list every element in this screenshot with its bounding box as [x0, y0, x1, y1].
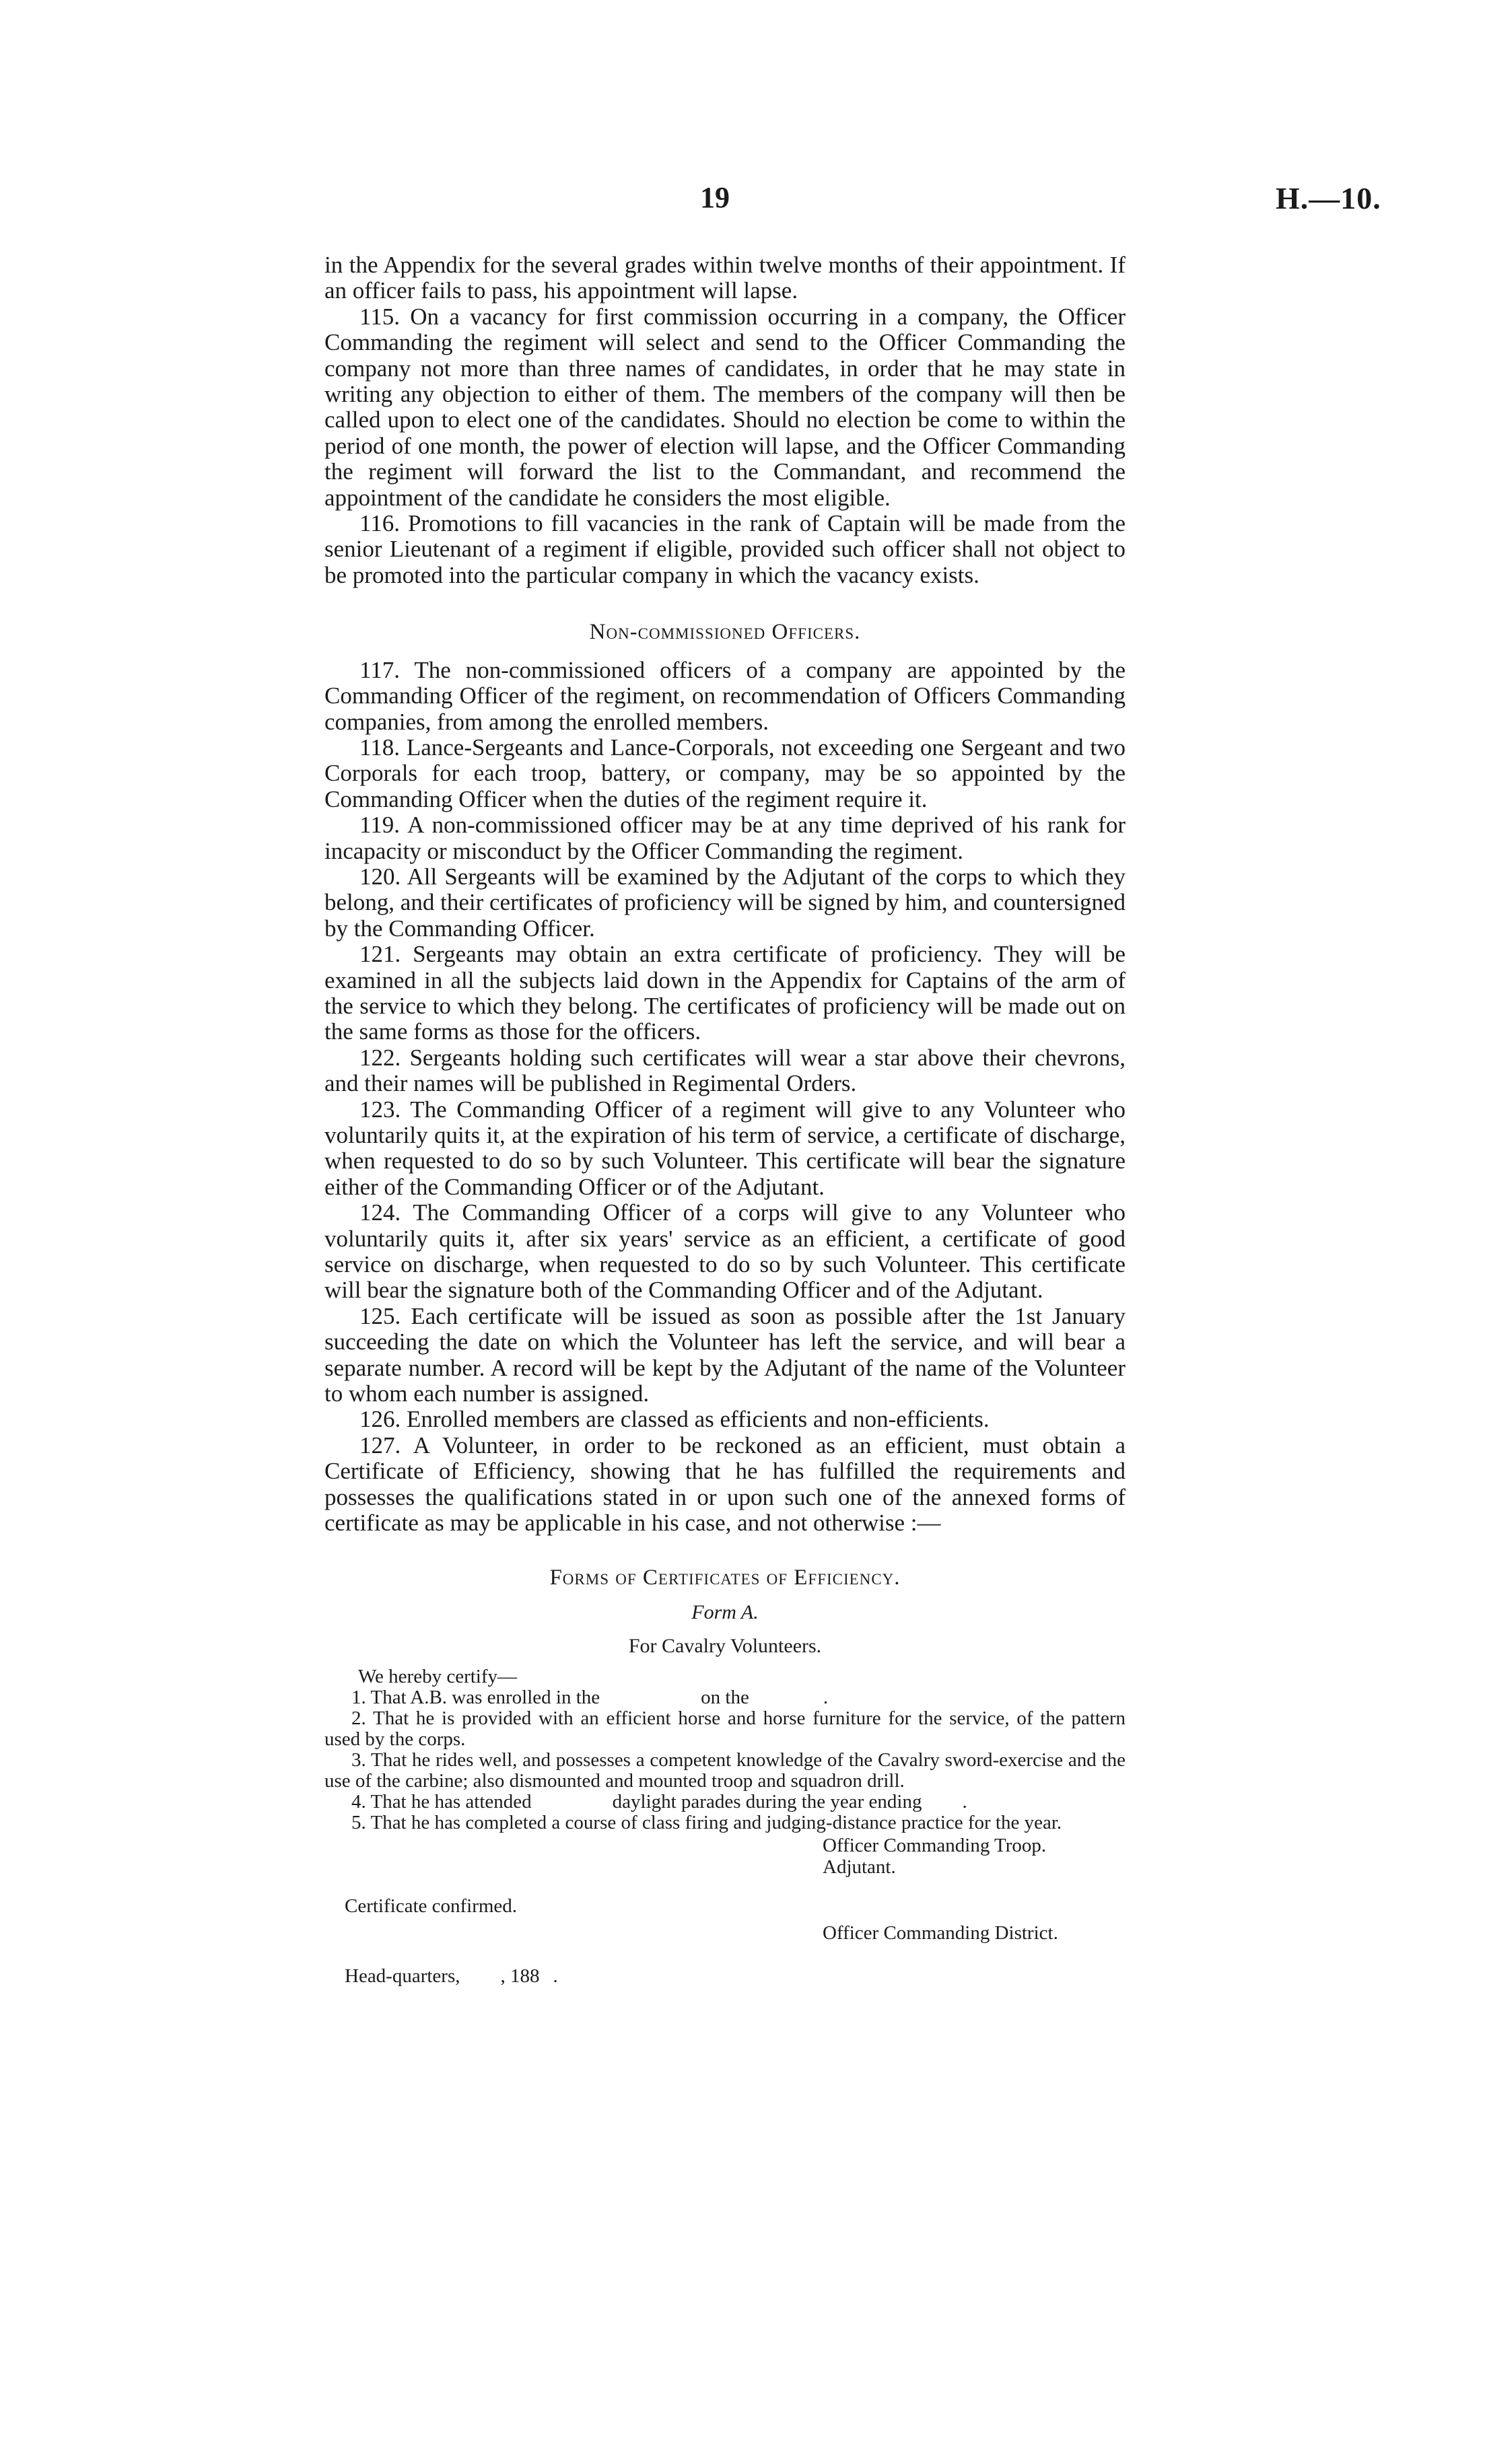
paragraph-123: 123. The Commanding Officer of a regiment will give to any Volunteer who voluntarily quits it, at the expiration of his term of service, a certificate of discharge, when requested to do so by such Volunteer. This certificate will bear the signature either of the Commanding Officer or of the Adjutant.	[324, 1096, 1126, 1200]
certificate-confirmed: Certificate confirmed.	[345, 1895, 518, 1917]
paragraph-116: 116. Promotions to fill vacancies in the rank of Captain will be made from the senior Lieutenant of a regiment if eligible, provided such officer shall not object to be promoted into the particular company in which the vacancy exists.	[324, 510, 1126, 588]
section-heading-forms: Forms of Certificates of Efficiency.	[549, 1565, 901, 1590]
form-title: Form A.	[691, 1600, 759, 1623]
form-item-4-end: .	[962, 1790, 967, 1812]
form-item-2: 2. That he is provided with an efficient horse and horse furniture for the service, of the pattern used by the corps.	[324, 1707, 1126, 1750]
headquarters-year: , 188	[500, 1965, 540, 1987]
form-item-1-end: .	[823, 1686, 829, 1708]
paragraph-119: 119. A non-commissioned officer may be at any time deprived of his rank for incapacity or misconduct by the Officer Commanding the regiment.	[324, 812, 1126, 864]
paragraph-124: 124. The Commanding Officer of a corps will give to any Volunteer who voluntarily quits it, after six years' service as an efficient, a certificate of good service on discharge, when requested to do so by such Volunteer. This certificate will bear the signature both of the Commanding Officer and of the Adjutant.	[324, 1199, 1126, 1304]
form-item-1-date-label: on the	[701, 1686, 749, 1708]
form-lead: We hereby certify—	[358, 1665, 517, 1687]
form-item-4-parades: daylight parades during the year ending	[612, 1790, 922, 1812]
paragraph-continued: in the Appendix for the several grades within twelve months of their appointment. If an officer fails to pass, his appointment will lapse.	[324, 252, 1126, 304]
signature-troop: Officer Commanding Troop.	[823, 1834, 1047, 1856]
paragraph-118: 118. Lance-Sergeants and Lance-Corporals, not exceeding one Sergeant and two Corporals for each troop, battery, or company, may be so appointed by the Commanding Officer when the duties of the regiment require it.	[324, 734, 1126, 812]
paragraph-126: 126. Enrolled members are classed as efficients and non-efficients.	[359, 1406, 990, 1433]
paragraph-122: 122. Sergeants holding such certificates will wear a star above their chevrons, and their names will be published in Regimental Orders.	[324, 1044, 1126, 1097]
certificate-form	[324, 1666, 1126, 1833]
paragraph-121: 121. Sergeants may obtain an extra certificate of proficiency. They will be examined in all the subjects laid down in the Appendix for Captains of the arm of the service to which they belong. The certificates of proficiency will be made out on the same forms as those for the officers.	[324, 941, 1126, 1045]
paragraph-115: 115. On a vacancy for first commission occurring in a company, the Officer Commanding the regiment will select and send to the Officer Commanding the company not more than three names of candidates, in order that he may state in writing any objection to either of them. The members of the company will then be called upon to elect one of the candidates. Should no election be come to within the period of one month, the power of election will lapse, and the Officer Commanding the regiment will forward the list to the Commandant, and recommend the appointment of the candidate he considers the most eligible.	[324, 303, 1126, 511]
document-reference: H.—10.	[1276, 181, 1381, 215]
headquarters-end: .	[553, 1965, 558, 1987]
signature-district: Officer Commanding District.	[823, 1922, 1058, 1944]
section-heading-nco: Non-commissioned Officers.	[589, 620, 861, 645]
page-number: 19	[700, 181, 730, 214]
form-item-1-text: 1. That A.B. was enrolled in the	[351, 1686, 600, 1708]
form-item-3: 3. That he rides well, and possesses a competent knowledge of the Cavalry sword-exercise and the use of the carbine; also dismounted and mounted troop and squadron drill.	[324, 1749, 1126, 1792]
form-item-5: 5. That he has completed a course of class firing and judging-distance practice for the year.	[351, 1811, 1062, 1833]
paragraph-120: 120. All Sergeants will be examined by the Adjutant of the corps to which they belong, and their certificates of proficiency will be signed by him, and countersigned by the Commanding Officer.	[324, 863, 1126, 942]
form-item-4-text: 4. That he has attended	[351, 1790, 532, 1812]
signature-adjutant: Adjutant.	[823, 1856, 896, 1878]
headquarters-line	[345, 1965, 558, 1987]
form-item-1	[324, 1687, 1126, 1708]
form-item-4	[324, 1792, 1126, 1812]
headquarters-label: Head-quarters,	[345, 1965, 460, 1987]
signature-block	[324, 1833, 1126, 1988]
paragraph-127: 127. A Volunteer, in order to be reckoned as an efficient, must obtain a Certificate of Efficiency, showing that he has fulfilled the requirements and possesses the qualifications stated in or upon such one of the annexed forms of certificate as may be applicable in his case, and not otherwise :—	[324, 1432, 1126, 1537]
paragraph-125: 125. Each certificate will be issued as soon as possible after the 1st January succeeding the date on which the Volunteer has left the service, and will bear a separate number. A record will be kept by the Adjutant of the name of the Volunteer to whom each number is assigned.	[324, 1302, 1126, 1407]
form-subtitle: For Cavalry Volunteers.	[628, 1635, 822, 1658]
document-body	[324, 252, 1126, 1988]
paragraph-117: 117. The non-commissioned officers of a company are appointed by the Commanding Officer of the regiment, on recommendation of Officers Commanding companies, from among the enrolled members.	[324, 656, 1126, 735]
